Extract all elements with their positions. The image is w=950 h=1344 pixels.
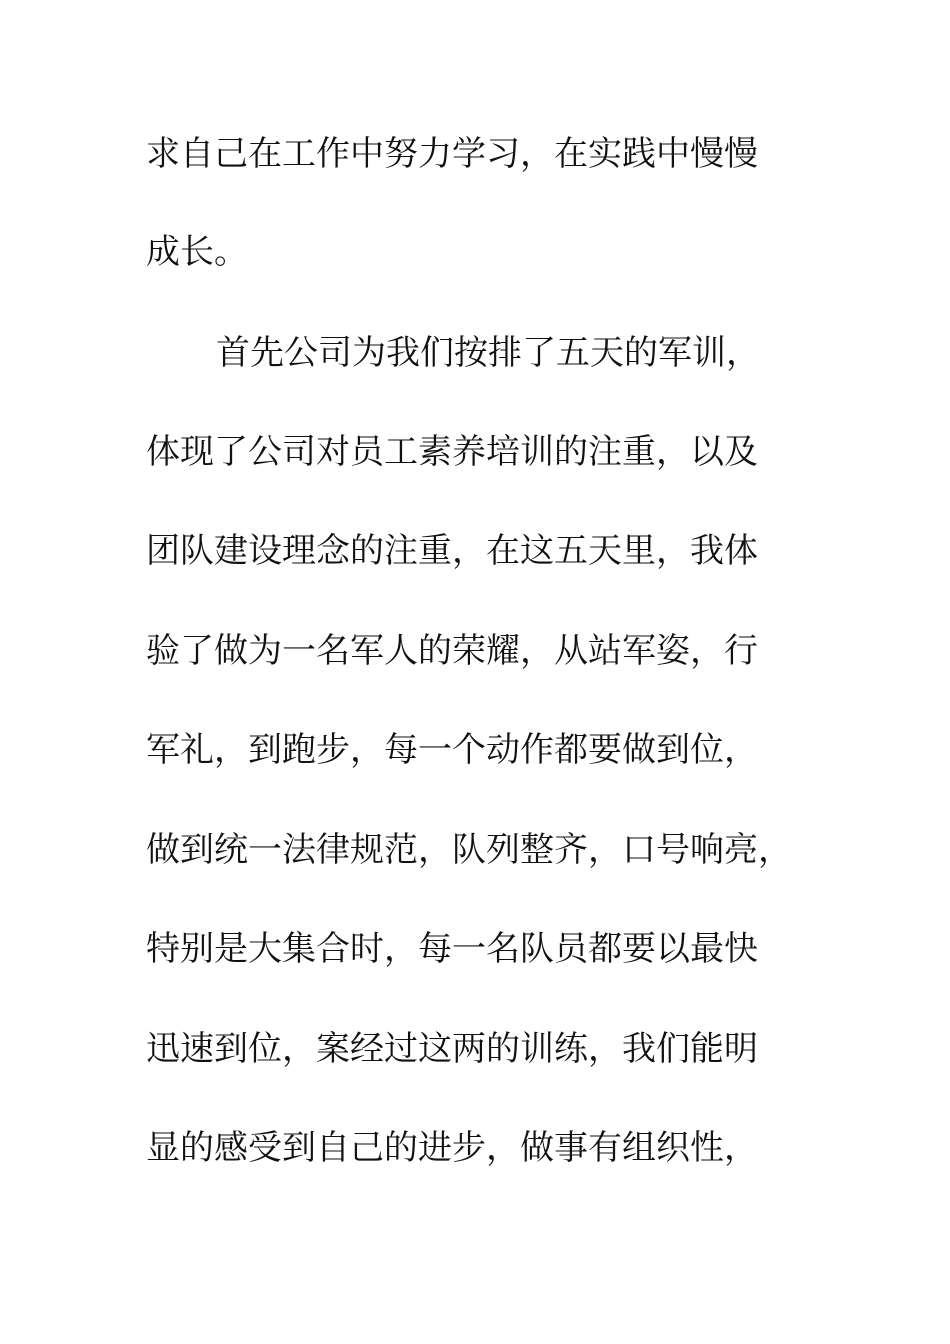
text-line-6: 验了做为一名军人的荣耀，从站军姿，行 — [146, 631, 758, 671]
text-line-10: 迅速到位，案经过这两的训练，我们能明 — [146, 1029, 758, 1069]
text-line-7: 军礼，到跑步，每一个动作都要做到位， — [146, 730, 758, 770]
paragraph-start-line: 首先公司为我们按排了五天的军训， — [216, 333, 760, 373]
text-line-5: 团队建设理念的注重，在这五天里，我体 — [146, 531, 758, 571]
text-line-4: 体现了公司对员工素养培训的注重，以及 — [146, 432, 758, 472]
text-line-11: 显的感受到自己的进步，做事有组织性， — [146, 1128, 758, 1168]
text-line-2: 成长。 — [146, 232, 248, 272]
text-line-9: 特别是大集合时，每一名队员都要以最快 — [146, 929, 758, 969]
text-line-1: 求自己在工作中努力学习，在实践中慢慢 — [146, 134, 758, 174]
text-line-8: 做到统一法律规范，队列整齐，口号响亮， — [146, 830, 792, 870]
